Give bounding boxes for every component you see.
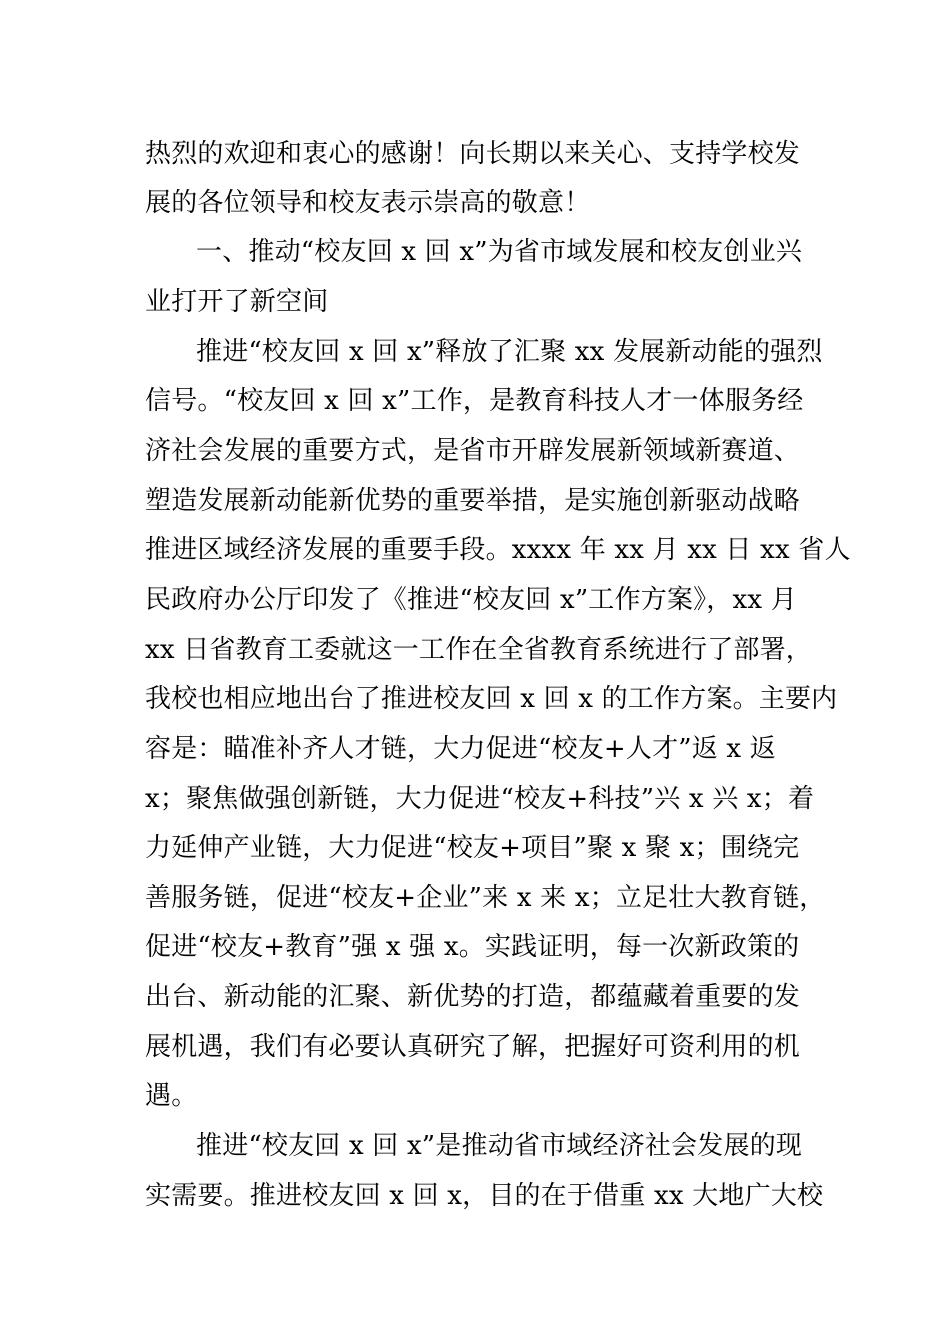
text-line: 展的各位领导和校友表示崇高的敬意！ (145, 188, 591, 218)
text-line: 容是：瞄准补齐人才链，大力促进“校友+人才”返 x 返 (145, 734, 776, 764)
text-line: 推进“校友回 x 回 x”是推动省市域经济社会发展的现 (196, 1131, 803, 1161)
text-line: 热烈的欢迎和衷心的感谢！向长期以来关心、支持学校发 (145, 139, 801, 169)
text-line: 促进“校友+教育”强 x 强 x。实践证明，每一次新政策的 (145, 932, 800, 962)
text-line: 实需要。推进校友回 x 回 x，目的在于借重 xx 大地广大校 (145, 1181, 824, 1211)
text-line: 推进“校友回 x 回 x”释放了汇聚 xx 发展新动能的强烈 (196, 337, 823, 367)
text-line: 推进区域经济发展的重要手段。xxxx 年 xx 月 xx 日 xx 省人 (145, 535, 851, 565)
text-line: 善服务链，促进“校友+企业”来 x 来 x；立足壮大教育链， (145, 883, 826, 913)
section-heading: 业打开了新空间 (145, 287, 329, 317)
text-line: 济社会发展的重要方式，是省市开辟发展新领域新赛道、 (145, 436, 801, 466)
text-line: 塑造发展新动能新优势的重要举措，是实施创新驱动战略 (145, 486, 801, 516)
text-line: 力延伸产业链，大力促进“校友+项目”聚 x 聚 x；围绕完 (145, 833, 800, 863)
text-line: 民政府办公厅印发了《推进“校友回 x”工作方案》，xx 月 (145, 585, 797, 615)
text-line: 信号。“校友回 x 回 x”工作，是教育科技人才一体服务经 (145, 386, 804, 416)
text-line: x；聚焦做强创新链，大力促进“校友+科技”兴 x 兴 x；着 (145, 784, 815, 814)
text-line: 出台、新动能的汇聚、新优势的打造，都蕴藏着重要的发 (145, 982, 801, 1012)
text-line: xx 日省教育工委就这一工作在全省教育系统进行了部署， (145, 635, 812, 665)
text-line: 遇。 (145, 1081, 198, 1111)
text-line: 展机遇，我们有必要认真研究了解，把握好可资利用的机 (145, 1032, 801, 1062)
section-heading: 一、推动“校友回 x 回 x”为省市域发展和校友创业兴 (196, 237, 803, 267)
text-line: 我校也相应地出台了推进校友回 x 回 x 的工作方案。主要内 (145, 684, 838, 714)
